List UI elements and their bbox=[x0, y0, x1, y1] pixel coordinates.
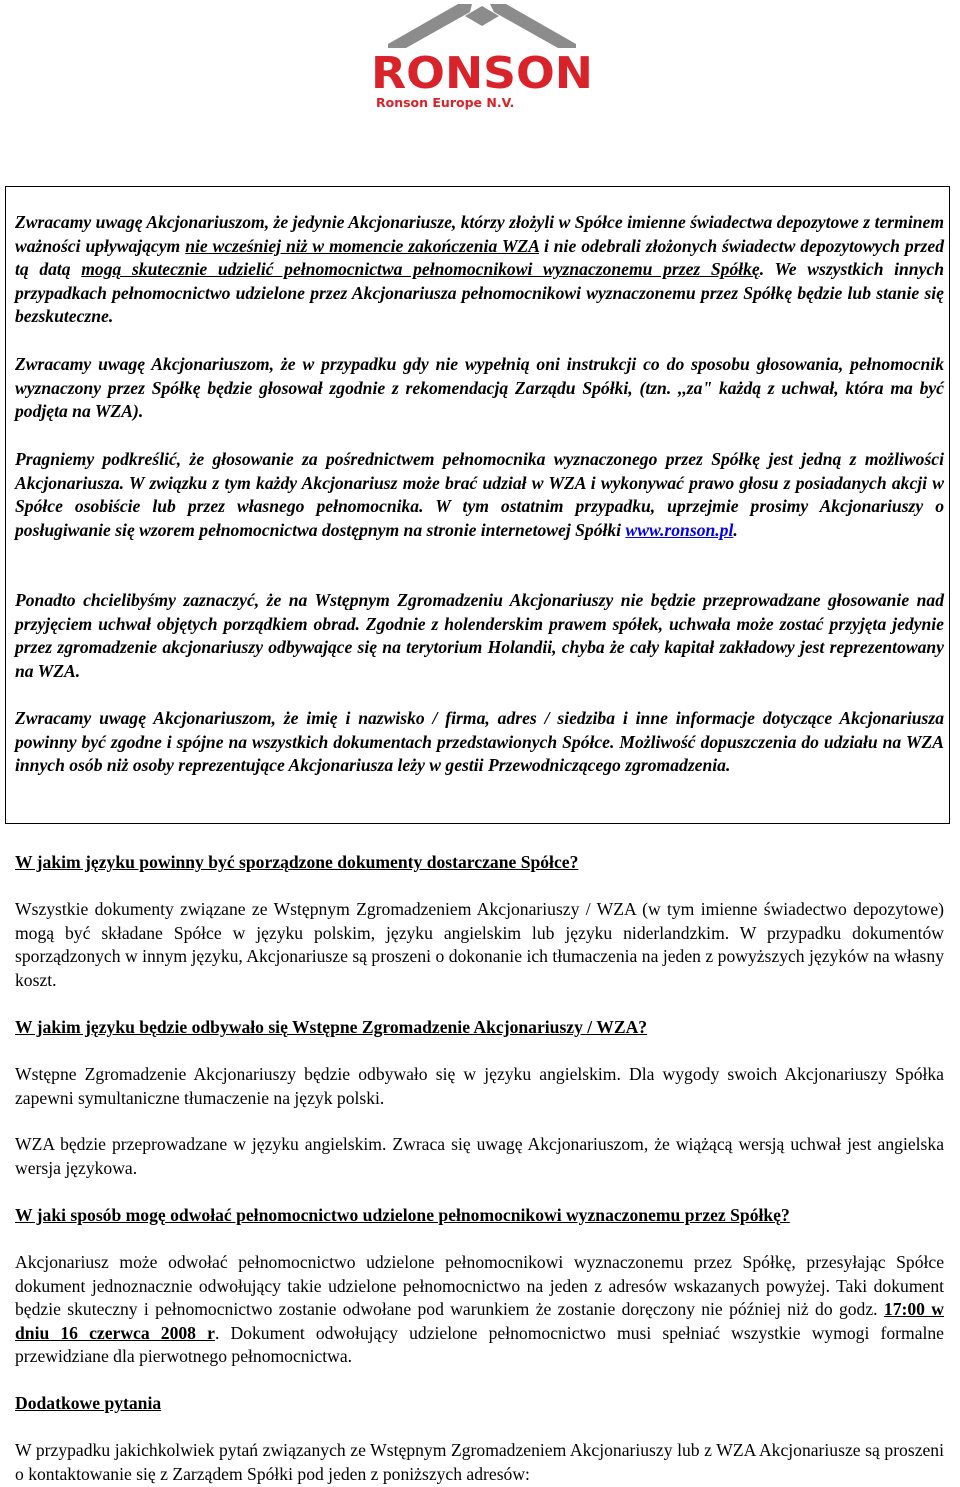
roof-icon bbox=[388, 4, 576, 48]
notice-paragraph-4: Ponadto chcielibyśmy zaznaczyć, że na Wstępnym Zgromadzeniu Akcjonariuszy nie będzie przeprowadzane głosowanie nad przyjęciem uchwał objętych porządkiem obrad. Zgodnie z holenderskim prawem spółek, uchwała może zostać przyjęta jedynie przez zgromadzenie akcjonariuszy odbywające się na terytorium Holandii, chyba że cały kapitał zakładowy jest reprezentowany na WZA. bbox=[15, 590, 944, 681]
ronson-website-link[interactable]: www.ronson.pl bbox=[625, 519, 734, 540]
revocation-deadline: 17:00 w dniu 16 czerwca 2008 r bbox=[15, 1299, 944, 1343]
answer-document-language: Wszystkie dokumenty związane ze Wstępnym Zgromadzeniem Akcjonariuszy / WZA (w tym imienne świadectwo depozytowe) mogą być składane Spółce w języku polskim, języku angielskim lub języku niderlandzkim. W przypadku dokumentów sporządzonych w innym języku, Akcjonariusze są proszeni o dokonanie ich tłumaczenia na jeden z powyższych języków na własny koszt. bbox=[15, 899, 944, 990]
answer-revoke-proxy: Akcjonariusz może odwołać pełnomocnictwo udzielone pełnomocnikowi wyznaczonemu przez Spółkę, przesyłając Spółce dokument jednoznacznie odwołujący takie udzielone pełnomocnictwo na jeden z adresów wskazanych powyżej. Taki dokument będzie skuteczny i pełnomocnictwo zostanie odwołane pod warunkiem że zostanie doręczony nie później niż do godz. 17:00 w dniu 16 czerwca 2008 r. Dokument odwołujący udzielone pełnomocnictwo musi spełniać wszystkie wymogi formalne przewidziane dla pierwotnego pełnomocnictwa. bbox=[15, 1252, 944, 1367]
answer-meeting-language-1: Wstępne Zgromadzenie Akcjonariuszy będzie odbywało się w języku angielskim. Dla wygody swoich Akcjonariuszy Spółka zapewni symultaniczne tłumaczenie na język polski. bbox=[15, 1064, 944, 1108]
answer-additional-questions: W przypadku jakichkolwiek pytań związanych ze Wstępnym Zgromadzeniem Akcjonariuszy lub z WZA Akcjonariusze są proszeni o kontaktowanie się z Zarządem Spółki pod jeden z poniższych adresów: bbox=[15, 1440, 944, 1484]
notice-paragraph-1: Zwracamy uwagę Akcjonariuszom, że jedynie Akcjonariusze, którzy złożyli w Spółce imienne świadectwa depozytowe z terminem ważności upływającym nie wcześniej niż w momencie zakończenia WZA i nie odebrali złożonych świadectw depozytowych przed tą datą mogą skutecznie udzielić pełnomocnictwa pełnomocnikowi wyznaczonemu przez Spółkę. We wszystkich innych przypadkach pełnomocnictwo udzielone przez Akcjonariusza pełnomocnikowi wyznaczonemu przez Spółkę będzie lub stanie się bezskuteczne. bbox=[15, 212, 944, 327]
notice-paragraph-5: Zwracamy uwagę Akcjonariuszom, że imię i nazwisko / firma, adres / siedziba i inne informacje dotyczące Akcjonariusza powinny być zgodne i spójne na wszystkich dokumentach przedstawionych Spółce. Możliwość dopuszczenia do udziału na WZA innych osób niż osoby reprezentujące Akcjonariusza leży w gestii Przewodniczącego zgromadzenia. bbox=[15, 708, 944, 776]
answer-meeting-language-2: WZA będzie przeprowadzane w języku angielskim. Zwraca się uwagę Akcjonariuszom, że wiążącą wersją uchwał jest angielska wersja językowa. bbox=[15, 1134, 944, 1178]
heading-meeting-language: W jakim języku będzie odbywało się Wstępne Zgromadzenie Akcjonariuszy / WZA? bbox=[15, 1017, 648, 1037]
heading-additional-questions: Dodatkowe pytania bbox=[15, 1393, 162, 1413]
heading-revoke-proxy: W jaki sposób mogę odwołać pełnomocnictwo udzielone pełnomocnikowi wyznaczonemu przez Spółkę? bbox=[15, 1205, 790, 1225]
notice-paragraph-3: Pragniemy podkreślić, że głosowanie za pośrednictwem pełnomocnika wyznaczonego przez Spółkę jest jedną z możliwości Akcjonariusza. W związku z tym każdy Akcjonariusz może brać udział w WZA i wykonywać prawo głosu z posiadanych akcji w Spółce osobiście lub przez własnego pełnomocnika. W tym ostatnim przypadku, uprzejmie prosimy Akcjonariuszy o posługiwanie się wzorem pełnomocnictwa dostępnym na stronie internetowej Spółki www.ronson.pl. bbox=[15, 449, 944, 540]
heading-document-language: W jakim języku powinny być sporządzone dokumenty dostarczane Spółce? bbox=[15, 852, 579, 872]
notice-paragraph-2: Zwracamy uwagę Akcjonariuszom, że w przypadku gdy nie wypełnią oni instrukcji co do sposobu głosowania, pełnomocnik wyznaczony przez Spółkę będzie głosował zgodnie z rekomendacją Zarządu Spółki, (tzn. ,,za" każdą z uchwał, która ma być podjęta na WZA). bbox=[15, 354, 944, 422]
logo-subtitle: Ronson Europe N.V. bbox=[376, 95, 515, 110]
ronson-logo bbox=[366, 0, 598, 112]
logo-brand: RONSON bbox=[371, 48, 593, 99]
